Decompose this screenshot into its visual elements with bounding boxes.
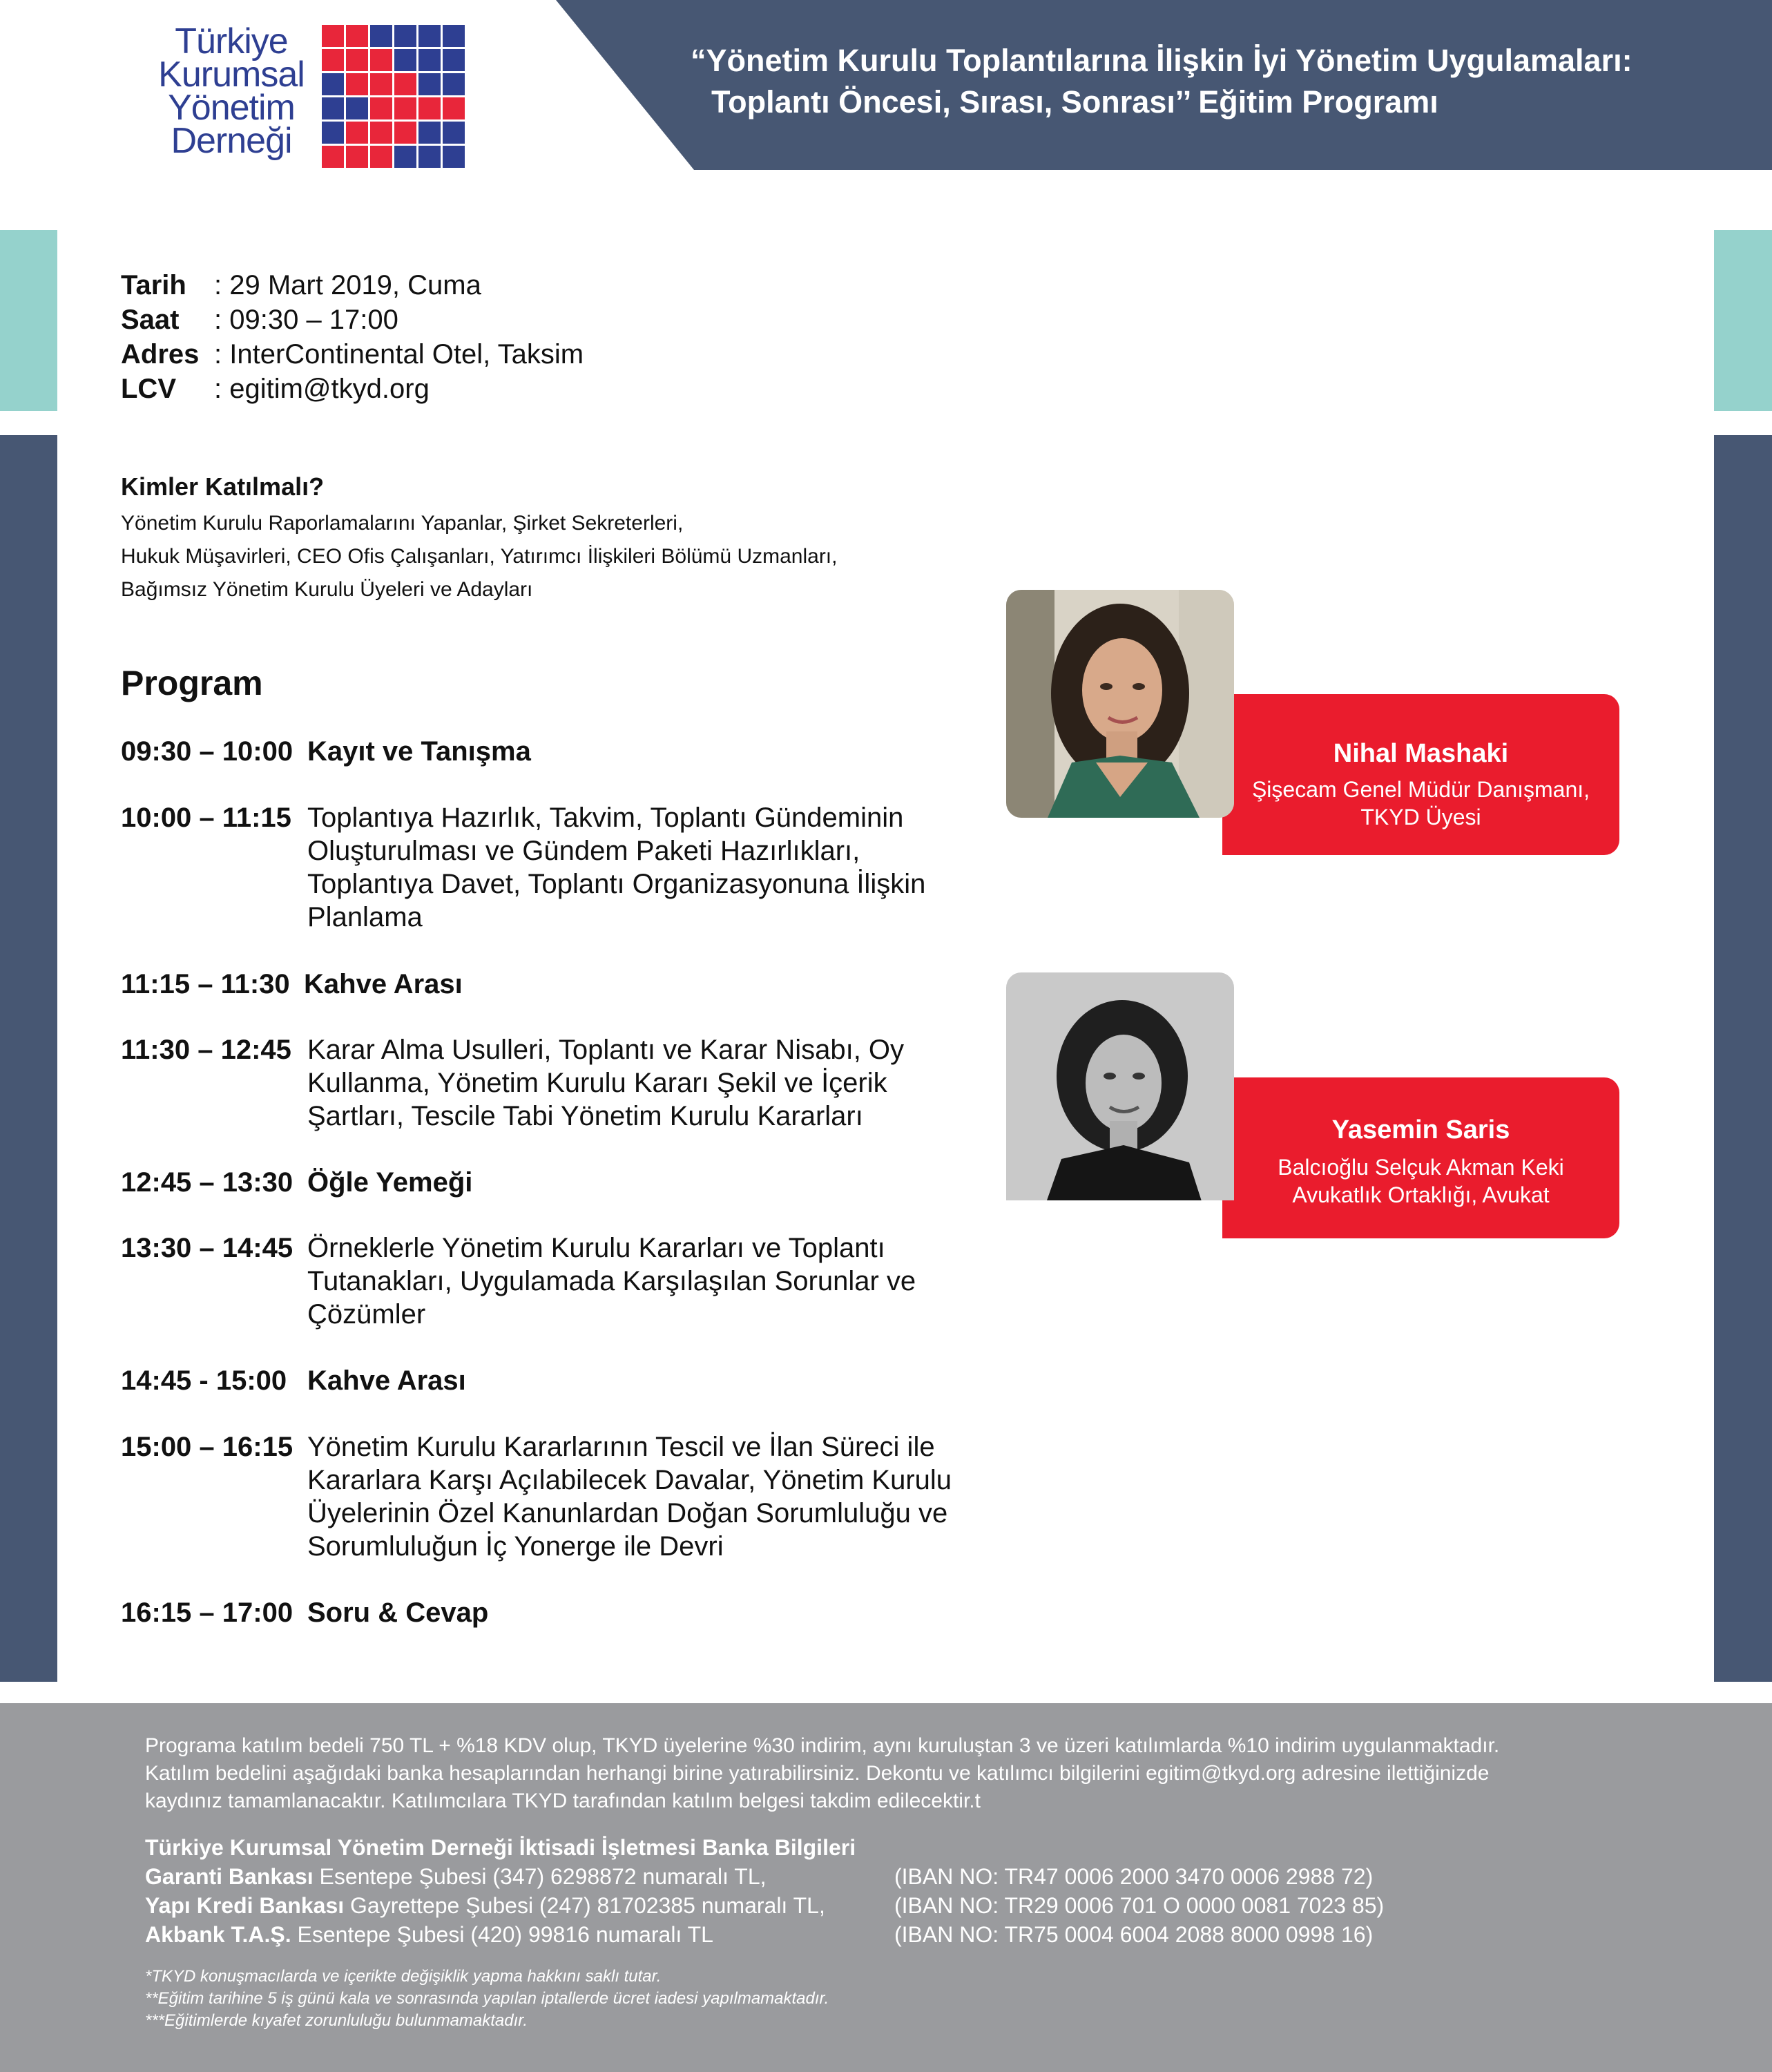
program-desc: Örneklerle Yönetim Kurulu Kararları ve Toplantı Tutanakları, Uygulamada Karşılaşılan Sorunlar ve Çözümler bbox=[307, 1233, 916, 1330]
logo-line: Yönetim bbox=[168, 88, 295, 128]
bank-iban: (IBAN NO: TR47 0006 2000 3470 0006 2988 72) bbox=[894, 1864, 1374, 1889]
footer-para-line: Katılım bedelini aşağıdaki banka hesaplarından herhangi birine yatırabilirsiniz. Dekontu ve katılımcı bilgilerini egitim@tkyd.org adresine ilettiğinizde bbox=[145, 1762, 1490, 1785]
right-navy-bar bbox=[1714, 435, 1772, 1682]
program-time: 13:30 – 14:45 bbox=[121, 1233, 293, 1263]
logo-grid-cell bbox=[394, 73, 416, 95]
logo-grid-cell bbox=[322, 122, 344, 144]
logo-grid-cell bbox=[322, 97, 344, 119]
info-address: Adres : InterContinental Otel, Taksim bbox=[121, 339, 584, 370]
program-time: 11:15 – 11:30 bbox=[121, 969, 290, 999]
logo-grid-cell bbox=[443, 25, 465, 47]
program-title: Program bbox=[121, 664, 263, 702]
title-line-2: Toplantı Öncesi, Sırası, Sonrası’’ Eğitim Programı bbox=[711, 84, 1438, 119]
logo-grid-cell bbox=[322, 25, 344, 47]
logo-line: Derneği bbox=[171, 121, 292, 161]
logo-grid-cell bbox=[322, 73, 344, 95]
logo-grid-cell bbox=[346, 97, 368, 119]
speaker-photo-yasemin bbox=[1006, 972, 1234, 1200]
logo-grid-cell bbox=[418, 25, 441, 47]
logo-grid-cell bbox=[370, 122, 392, 144]
footer-para-line: Programa katılım bedeli 750 TL + %18 KDV olup, TKYD üyelerine %30 indirim, aynı kuruluştan 3 ve üzeri katılımlarda %10 indirim uygulanmaktadır. bbox=[145, 1734, 1500, 1757]
logo-grid-cell bbox=[394, 146, 416, 168]
program-time: 15:00 – 16:15 bbox=[121, 1432, 293, 1462]
logo-grid-cell bbox=[394, 49, 416, 71]
program-desc: Öğle Yemeği bbox=[307, 1167, 473, 1198]
logo-grid-cell bbox=[322, 146, 344, 168]
speaker-role: TKYD Üyesi bbox=[1360, 805, 1481, 829]
speaker-card-2 bbox=[1222, 1077, 1619, 1238]
program-time: 11:30 – 12:45 bbox=[121, 1035, 291, 1065]
page-title bbox=[691, 40, 1740, 123]
info-rsvp: LCV : egitim@tkyd.org bbox=[121, 374, 430, 404]
title-line-1: “Yönetim Kurulu Toplantılarına İlişkin İyi Yönetim Uygulamaları: bbox=[691, 43, 1633, 78]
who-line: Bağımsız Yönetim Kurulu Üyeleri ve Adayları bbox=[121, 578, 533, 601]
right-teal-bar bbox=[1714, 230, 1772, 411]
logo-grid-cell bbox=[394, 97, 416, 119]
logo-grid-cell bbox=[370, 97, 392, 119]
logo-grid-cell bbox=[346, 25, 368, 47]
logo-grid-cell bbox=[418, 97, 441, 119]
logo-grid-cell bbox=[370, 25, 392, 47]
bank-row: Yapı Kredi Bankası Gayrettepe Şubesi (247) 81702385 numaralı TL, bbox=[145, 1893, 825, 1918]
logo-grid-cell bbox=[370, 146, 392, 168]
footer-note: ***Eğitimlerde kıyafet zorunluluğu bulunmamaktadır. bbox=[145, 2011, 528, 2030]
speaker-photo-nihal bbox=[1006, 590, 1234, 818]
logo-grid-cell bbox=[322, 49, 344, 71]
footer-para-line: kaydınız tamamlanacaktır. Katılımcılara TKYD tarafından katılım belgesi takdim edilecektir.t bbox=[145, 1790, 981, 1812]
footer-note: **Eğitim tarihine 5 iş günü kala ve sonrasında yapılan iptallerde ücret iadesi yapılmamaktadır. bbox=[145, 1989, 829, 2008]
logo-grid-cell bbox=[346, 73, 368, 95]
logo-grid-cell bbox=[418, 49, 441, 71]
program-time: 09:30 – 10:00 bbox=[121, 736, 293, 767]
logo-grid-cell bbox=[370, 73, 392, 95]
logo-grid-cell bbox=[346, 122, 368, 144]
bank-title: Türkiye Kurumsal Yönetim Derneği İktisadi İşletmesi Banka Bilgileri bbox=[145, 1835, 856, 1860]
logo-grid-cell bbox=[346, 49, 368, 71]
bank-row: Garanti Bankası Esentepe Şubesi (347) 6298872 numaralı TL, bbox=[145, 1864, 767, 1889]
program-desc: Soru & Cevap bbox=[307, 1598, 489, 1628]
bank-iban: (IBAN NO: TR75 0004 6004 2088 8000 0998 16) bbox=[894, 1922, 1374, 1947]
bank-row: Akbank T.A.Ş. Esentepe Şubesi (420) 99816 numaralı TL bbox=[145, 1922, 713, 1947]
logo-grid-cell bbox=[418, 122, 441, 144]
logo-grid-cell bbox=[394, 25, 416, 47]
who-title: Kimler Katılmalı? bbox=[121, 472, 325, 501]
speaker-card-1 bbox=[1222, 694, 1619, 855]
program-time: 14:45 - 15:00 bbox=[121, 1365, 287, 1396]
program-desc: Kahve Arası bbox=[304, 969, 463, 999]
logo-line: Türkiye bbox=[175, 21, 288, 61]
logo-grid-cell bbox=[346, 146, 368, 168]
left-teal-bar bbox=[0, 230, 57, 411]
logo-grid-cell bbox=[443, 146, 465, 168]
program-time: 10:00 – 11:15 bbox=[121, 803, 291, 833]
logo-grid-cell bbox=[418, 146, 441, 168]
program-desc: Kayıt ve Tanışma bbox=[307, 736, 531, 767]
program-desc: Kahve Arası bbox=[307, 1365, 466, 1396]
program-desc: Yönetim Kurulu Kararlarının Tescil ve İlan Süreci ile Kararlara Karşı Açılabilecek Davalar, Yönetim Kurulu Üyelerinin Özel Kanunlardan Doğan Sorumluluğu ve Sorumluluğun İç Yonerge ile Devri bbox=[307, 1432, 952, 1562]
who-line: Yönetim Kurulu Raporlamalarını Yapanlar, Şirket Sekreterleri, bbox=[121, 512, 684, 535]
who-line: Hukuk Müşavirleri, CEO Ofis Çalışanları, Yatırımcı İlişkileri Bölümü Uzmanları, bbox=[121, 545, 838, 568]
program-desc: Toplantıya Hazırlık, Takvim, Toplantı Gündeminin Oluşturulması ve Gündem Paketi Hazırlıkları, Toplantıya Davet, Toplantı Organizasyonuna İlişkin Planlama bbox=[307, 803, 926, 932]
left-navy-bar bbox=[0, 435, 57, 1682]
speaker-role: Şişecam Genel Müdür Danışmanı, bbox=[1251, 777, 1590, 802]
program-time: 16:15 – 17:00 bbox=[121, 1598, 293, 1628]
info-time: Saat : 09:30 – 17:00 bbox=[121, 305, 398, 335]
logo-grid-cell bbox=[443, 122, 465, 144]
logo-line: Kurumsal bbox=[158, 55, 305, 95]
logo-grid-icon bbox=[321, 24, 470, 173]
logo-grid-cell bbox=[418, 73, 441, 95]
program-desc: Karar Alma Usulleri, Toplantı ve Karar Nisabı, Oy Kullanma, Yönetim Kurulu Kararı Şekil ve İçerik Şartları, Tescile Tabi Yönetim Kurulu Kararları bbox=[307, 1035, 905, 1131]
speaker-role: Avukatlık Ortaklığı, Avukat bbox=[1292, 1182, 1550, 1207]
program-time: 12:45 – 13:30 bbox=[121, 1167, 293, 1198]
bank-iban: (IBAN NO: TR29 0006 701 O 0000 0081 7023 85) bbox=[894, 1893, 1385, 1918]
info-date: Tarih : 29 Mart 2019, Cuma bbox=[121, 270, 481, 300]
logo-grid-cell bbox=[443, 97, 465, 119]
logo-text bbox=[138, 21, 325, 161]
speaker-name: Yasemin Saris bbox=[1331, 1115, 1510, 1144]
speaker-name: Nihal Mashaki bbox=[1333, 739, 1509, 768]
footer-note: *TKYD konuşmacılarda ve içerikte değişiklik yapma hakkını saklı tutar. bbox=[145, 1967, 662, 1986]
logo-grid-cell bbox=[443, 73, 465, 95]
logo-grid-cell bbox=[394, 122, 416, 144]
logo-grid-cell bbox=[443, 49, 465, 71]
speaker-role: Balcıoğlu Selçuk Akman Keki bbox=[1278, 1155, 1564, 1180]
logo-grid-cell bbox=[370, 49, 392, 71]
